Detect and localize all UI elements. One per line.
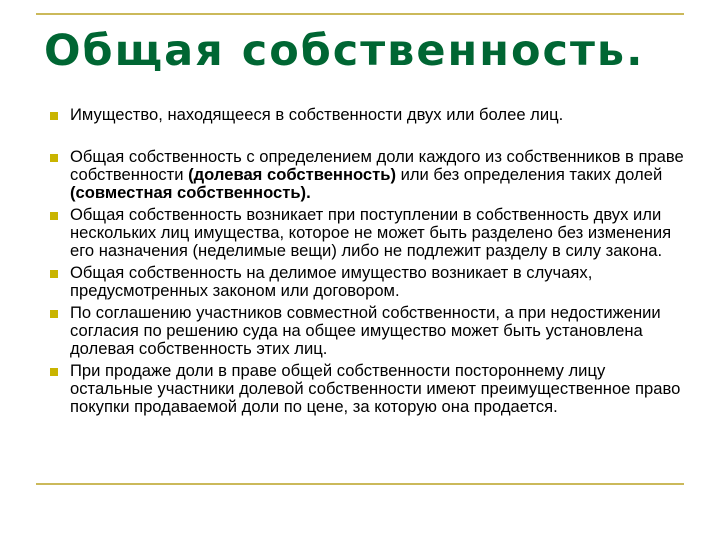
- bullet-item: [48, 304, 688, 358]
- square-bullet-icon: [50, 270, 58, 278]
- bullet-text: Имущество, находящееся в собственности двух или более лиц.: [70, 105, 564, 124]
- bullet-text: или без определения таких долей: [395, 165, 663, 184]
- bottom-divider: [36, 483, 684, 485]
- bullet-item: [48, 148, 688, 202]
- bullet-text: При продаже доли в праве общей собственности постороннему лицу остальные участники долевой собственности имеют преимущественное право покупки продаваемой доли по цене, за которую она продается.: [70, 361, 681, 416]
- bullet-text: Общая собственность возникает при поступлении в собственность двух или нескольких лиц имущества, которое не может быть разделено без изменения его назначения (неделимые вещи) либо не подлежит разделу в силу закона.: [70, 205, 672, 260]
- square-bullet-icon: [50, 310, 58, 318]
- bullet-item: [48, 106, 688, 124]
- square-bullet-icon: [50, 112, 58, 120]
- bullet-item: [48, 206, 688, 260]
- top-divider: [36, 13, 684, 15]
- bullet-text: Общая собственность на делимое имущество возникает в случаях, предусмотренных законом или договором.: [70, 263, 593, 300]
- square-bullet-icon: [50, 368, 58, 376]
- square-bullet-icon: [50, 154, 58, 162]
- bullet-text: По соглашению участников совместной собственности, а при недостижении согласия по решению суда на общее имущество может быть установлена долевая собственность этих лиц.: [70, 303, 661, 358]
- bullet-item: [48, 362, 688, 416]
- slide-title: Общая собственность.: [44, 26, 645, 76]
- square-bullet-icon: [50, 212, 58, 220]
- bullet-bold-text: (совместная собственность).: [70, 183, 311, 202]
- bullet-text: Общая собственность с определением доли каждого из собственников в праве собственности: [70, 147, 684, 184]
- bullet-bold-text: (долевая собственность): [188, 165, 396, 184]
- bullet-list: [48, 106, 688, 416]
- bullet-item: [48, 264, 688, 300]
